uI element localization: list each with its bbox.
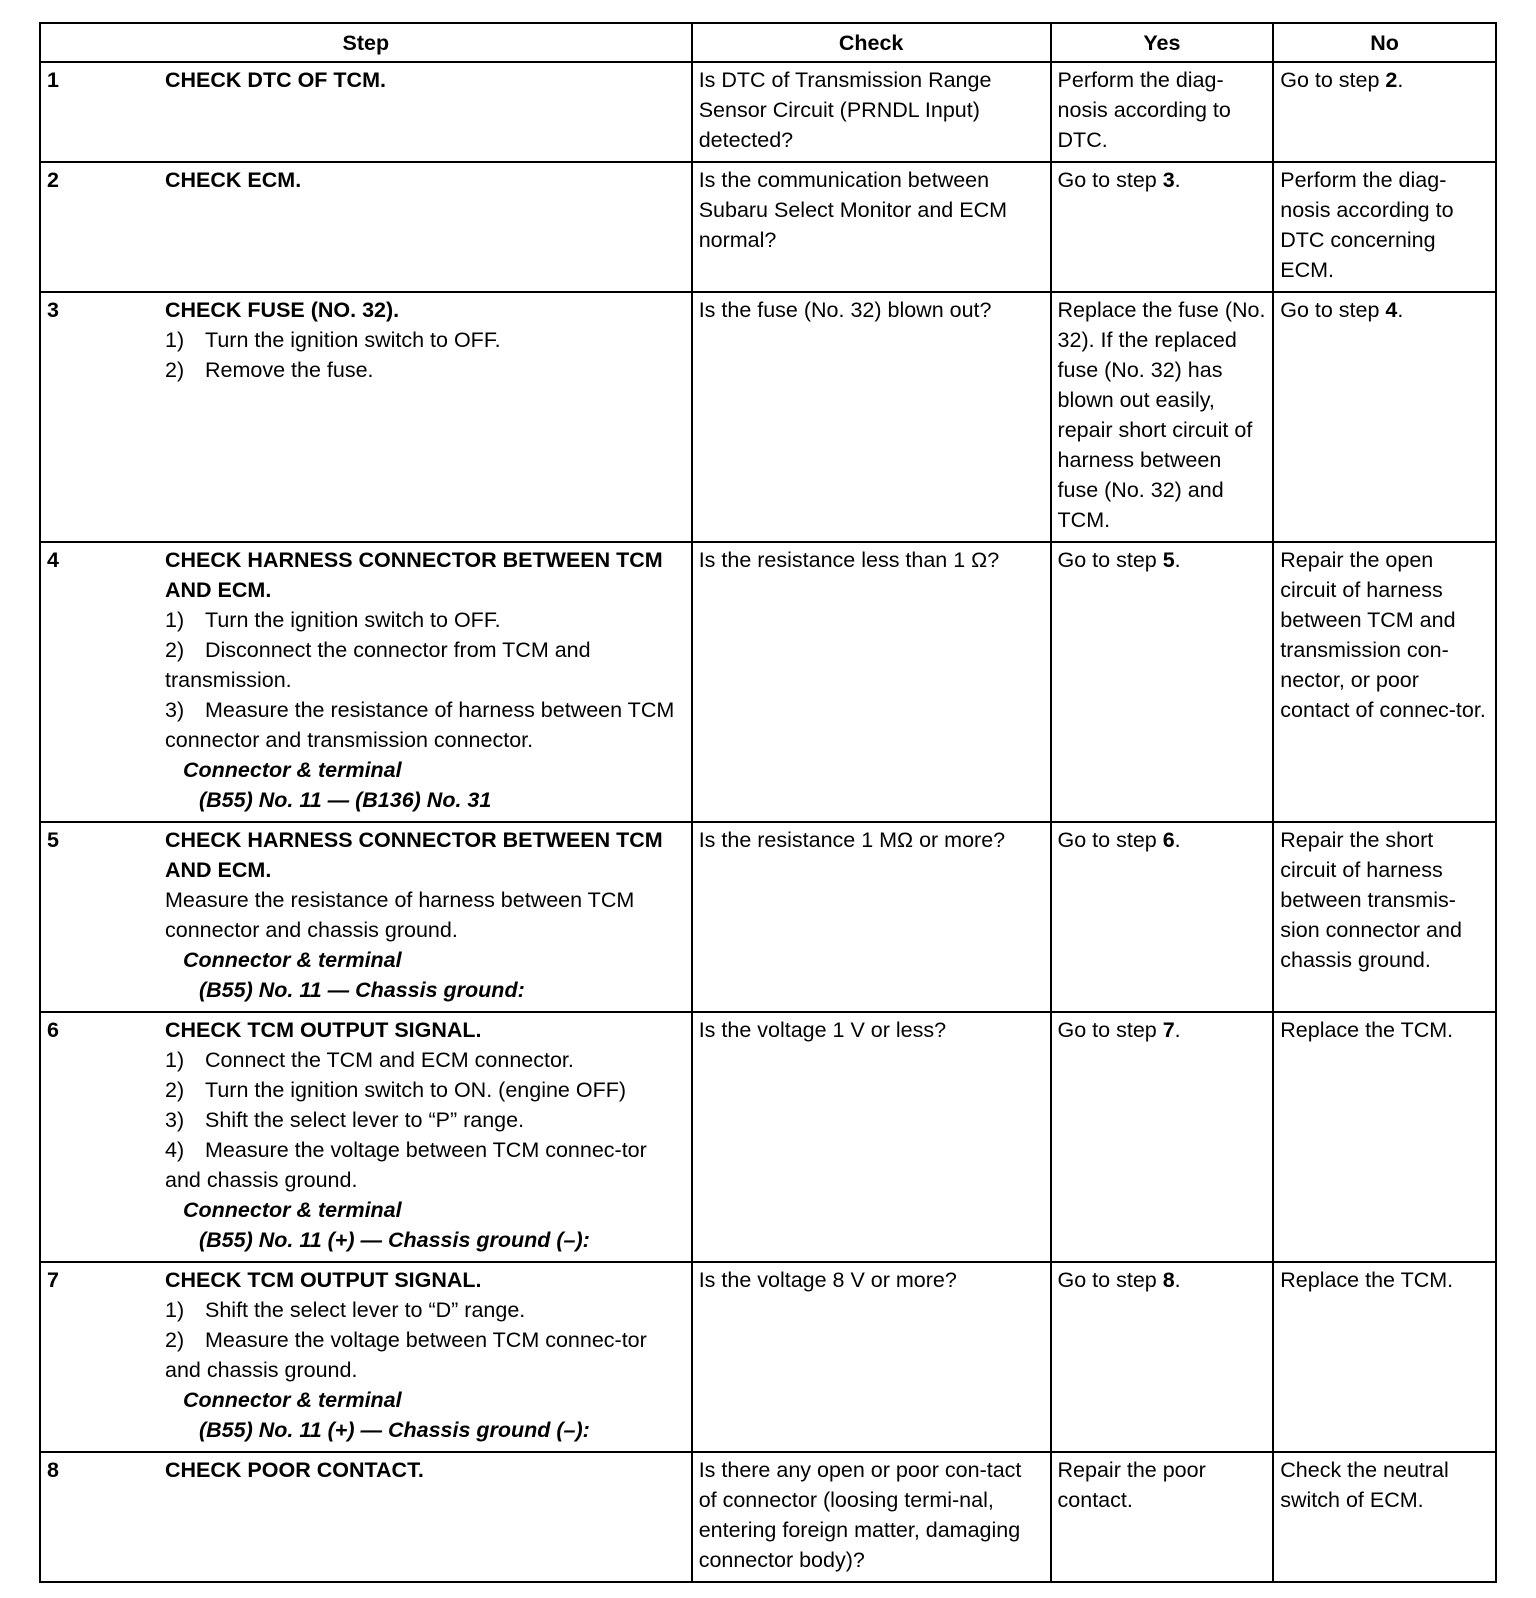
table-row <box>40 62 1496 162</box>
yes-cell <box>1051 542 1274 822</box>
yes-cell: Perform the diag-nosis according to DTC. <box>1051 62 1274 162</box>
step-instruction: 3) Shift the select lever to “P” range. <box>165 1108 525 1132</box>
step-number: 7 <box>47 1268 59 1292</box>
step-instruction: 2) Remove the fuse. <box>165 358 374 382</box>
no-cell: Repair the short circuit of harness between transmis-sion connector and chassis ground. <box>1273 822 1496 1012</box>
step-instruction: 3) Measure the resistance of harness between TCM connector and transmission connector. <box>165 698 675 752</box>
step-instruction: 2) Turn the ignition switch to ON. (engine OFF) <box>165 1078 627 1102</box>
yes-suffix: . <box>1174 1268 1181 1292</box>
header-no: No <box>1273 23 1496 62</box>
table-row <box>40 542 1496 822</box>
step-cell <box>40 162 692 292</box>
diagnostic-table <box>39 22 1497 1583</box>
step-cell <box>40 1012 692 1262</box>
step-title: CHECK FUSE (NO. 32). <box>165 298 400 322</box>
no-text: Go to step <box>1280 298 1386 322</box>
no-suffix: . <box>1397 68 1404 92</box>
step-title: CHECK POOR CONTACT. <box>165 1458 424 1482</box>
step-instruction: 2) Disconnect the connector from TCM and transmission. <box>165 638 591 692</box>
connector-terminal-label: Connector & terminal <box>183 758 402 782</box>
step-cell <box>40 542 692 822</box>
check-cell: Is the resistance 1 MΩ or more? <box>692 822 1051 1012</box>
header-step: Step <box>40 23 692 62</box>
step-instruction: 1) Connect the TCM and ECM connector. <box>165 1048 574 1072</box>
step-instruction: 1) Turn the ignition switch to OFF. <box>165 608 501 632</box>
step-number: 1 <box>47 68 59 92</box>
step-instruction: 4) Measure the voltage between TCM connec-tor and chassis ground. <box>165 1138 647 1192</box>
check-cell: Is there any open or poor con-tact of connector (loosing termi-nal, entering foreign matter, damaging connector body)? <box>692 1452 1051 1582</box>
no-suffix: . <box>1397 298 1404 322</box>
step-title: CHECK DTC OF TCM. <box>165 68 386 92</box>
step-cell <box>40 62 692 162</box>
yes-cell <box>1051 1262 1274 1452</box>
step-title: CHECK HARNESS CONNECTOR BETWEEN TCM AND ECM. <box>165 828 663 882</box>
step-reference: 3 <box>1162 168 1175 192</box>
yes-text: Go to step <box>1057 1018 1163 1042</box>
connector-terminal-value: (B55) No. 11 — (B136) No. 31 <box>199 788 492 812</box>
step-instruction: 1) Turn the ignition switch to OFF. <box>165 328 501 352</box>
step-reference: 8 <box>1162 1268 1175 1292</box>
step-cell <box>40 1452 692 1582</box>
yes-cell <box>1051 162 1274 292</box>
yes-text: Go to step <box>1057 828 1163 852</box>
yes-suffix: . <box>1174 548 1181 572</box>
table-row <box>40 292 1496 542</box>
step-reference: 7 <box>1162 1018 1175 1042</box>
check-cell: Is the fuse (No. 32) blown out? <box>692 292 1051 542</box>
yes-suffix: . <box>1174 828 1181 852</box>
step-number: 8 <box>47 1458 59 1482</box>
table-row <box>40 1262 1496 1452</box>
no-cell <box>1273 62 1496 162</box>
step-reference: 6 <box>1162 828 1175 852</box>
step-title: CHECK ECM. <box>165 168 302 192</box>
step-title: CHECK TCM OUTPUT SIGNAL. <box>165 1018 482 1042</box>
check-cell: Is the resistance less than 1 Ω? <box>692 542 1051 822</box>
no-cell: Replace the TCM. <box>1273 1012 1496 1262</box>
step-title: CHECK TCM OUTPUT SIGNAL. <box>165 1268 482 1292</box>
check-cell: Is the voltage 1 V or less? <box>692 1012 1051 1262</box>
yes-text: Go to step <box>1057 1268 1163 1292</box>
connector-terminal-label: Connector & terminal <box>183 1388 402 1412</box>
no-cell: Check the neutral switch of ECM. <box>1273 1452 1496 1582</box>
yes-suffix: . <box>1174 168 1181 192</box>
step-cell <box>40 292 692 542</box>
yes-cell <box>1051 1012 1274 1262</box>
no-cell <box>1273 292 1496 542</box>
step-number: 5 <box>47 828 59 852</box>
table-header-row <box>40 23 1496 62</box>
step-title: CHECK HARNESS CONNECTOR BETWEEN TCM AND ECM. <box>165 548 663 602</box>
table-row <box>40 1012 1496 1262</box>
step-instruction: Measure the resistance of harness between TCM connector and chassis ground. <box>165 888 635 942</box>
yes-cell: Replace the fuse (No. 32). If the replaced fuse (No. 32) has blown out easily, repair short circuit of harness between fuse (No. 32) and TCM. <box>1051 292 1274 542</box>
yes-suffix: . <box>1174 1018 1181 1042</box>
connector-terminal-value: (B55) No. 11 (+) — Chassis ground (–): <box>199 1418 590 1442</box>
check-cell: Is the communication between Subaru Select Monitor and ECM normal? <box>692 162 1051 292</box>
connector-terminal-label: Connector & terminal <box>183 1198 402 1222</box>
step-number: 4 <box>47 548 59 572</box>
table-row <box>40 822 1496 1012</box>
yes-cell: Repair the poor contact. <box>1051 1452 1274 1582</box>
header-check: Check <box>692 23 1051 62</box>
step-instruction: 2) Measure the voltage between TCM connec-tor and chassis ground. <box>165 1328 647 1382</box>
table-row <box>40 162 1496 292</box>
step-reference: 5 <box>1162 548 1175 572</box>
yes-text: Go to step <box>1057 548 1163 572</box>
connector-terminal-value: (B55) No. 11 (+) — Chassis ground (–): <box>199 1228 590 1252</box>
connector-terminal-value: (B55) No. 11 — Chassis ground: <box>199 978 525 1002</box>
step-reference: 4 <box>1385 298 1398 322</box>
step-number: 6 <box>47 1018 59 1042</box>
step-reference: 2 <box>1385 68 1398 92</box>
no-cell: Perform the diag-nosis according to DTC concerning ECM. <box>1273 162 1496 292</box>
no-cell: Repair the open circuit of harness between TCM and transmission con-nector, or poor contact of connec-tor. <box>1273 542 1496 822</box>
check-cell: Is DTC of Transmission Range Sensor Circuit (PRNDL Input) detected? <box>692 62 1051 162</box>
header-yes: Yes <box>1051 23 1274 62</box>
yes-text: Go to step <box>1057 168 1163 192</box>
step-instruction: 1) Shift the select lever to “D” range. <box>165 1298 526 1322</box>
step-number: 2 <box>47 168 59 192</box>
step-number: 3 <box>47 298 59 322</box>
no-text: Go to step <box>1280 68 1386 92</box>
no-cell: Replace the TCM. <box>1273 1262 1496 1452</box>
yes-cell <box>1051 822 1274 1012</box>
check-cell: Is the voltage 8 V or more? <box>692 1262 1051 1452</box>
connector-terminal-label: Connector & terminal <box>183 948 402 972</box>
table-row <box>40 1452 1496 1582</box>
step-cell <box>40 1262 692 1452</box>
step-cell <box>40 822 692 1012</box>
